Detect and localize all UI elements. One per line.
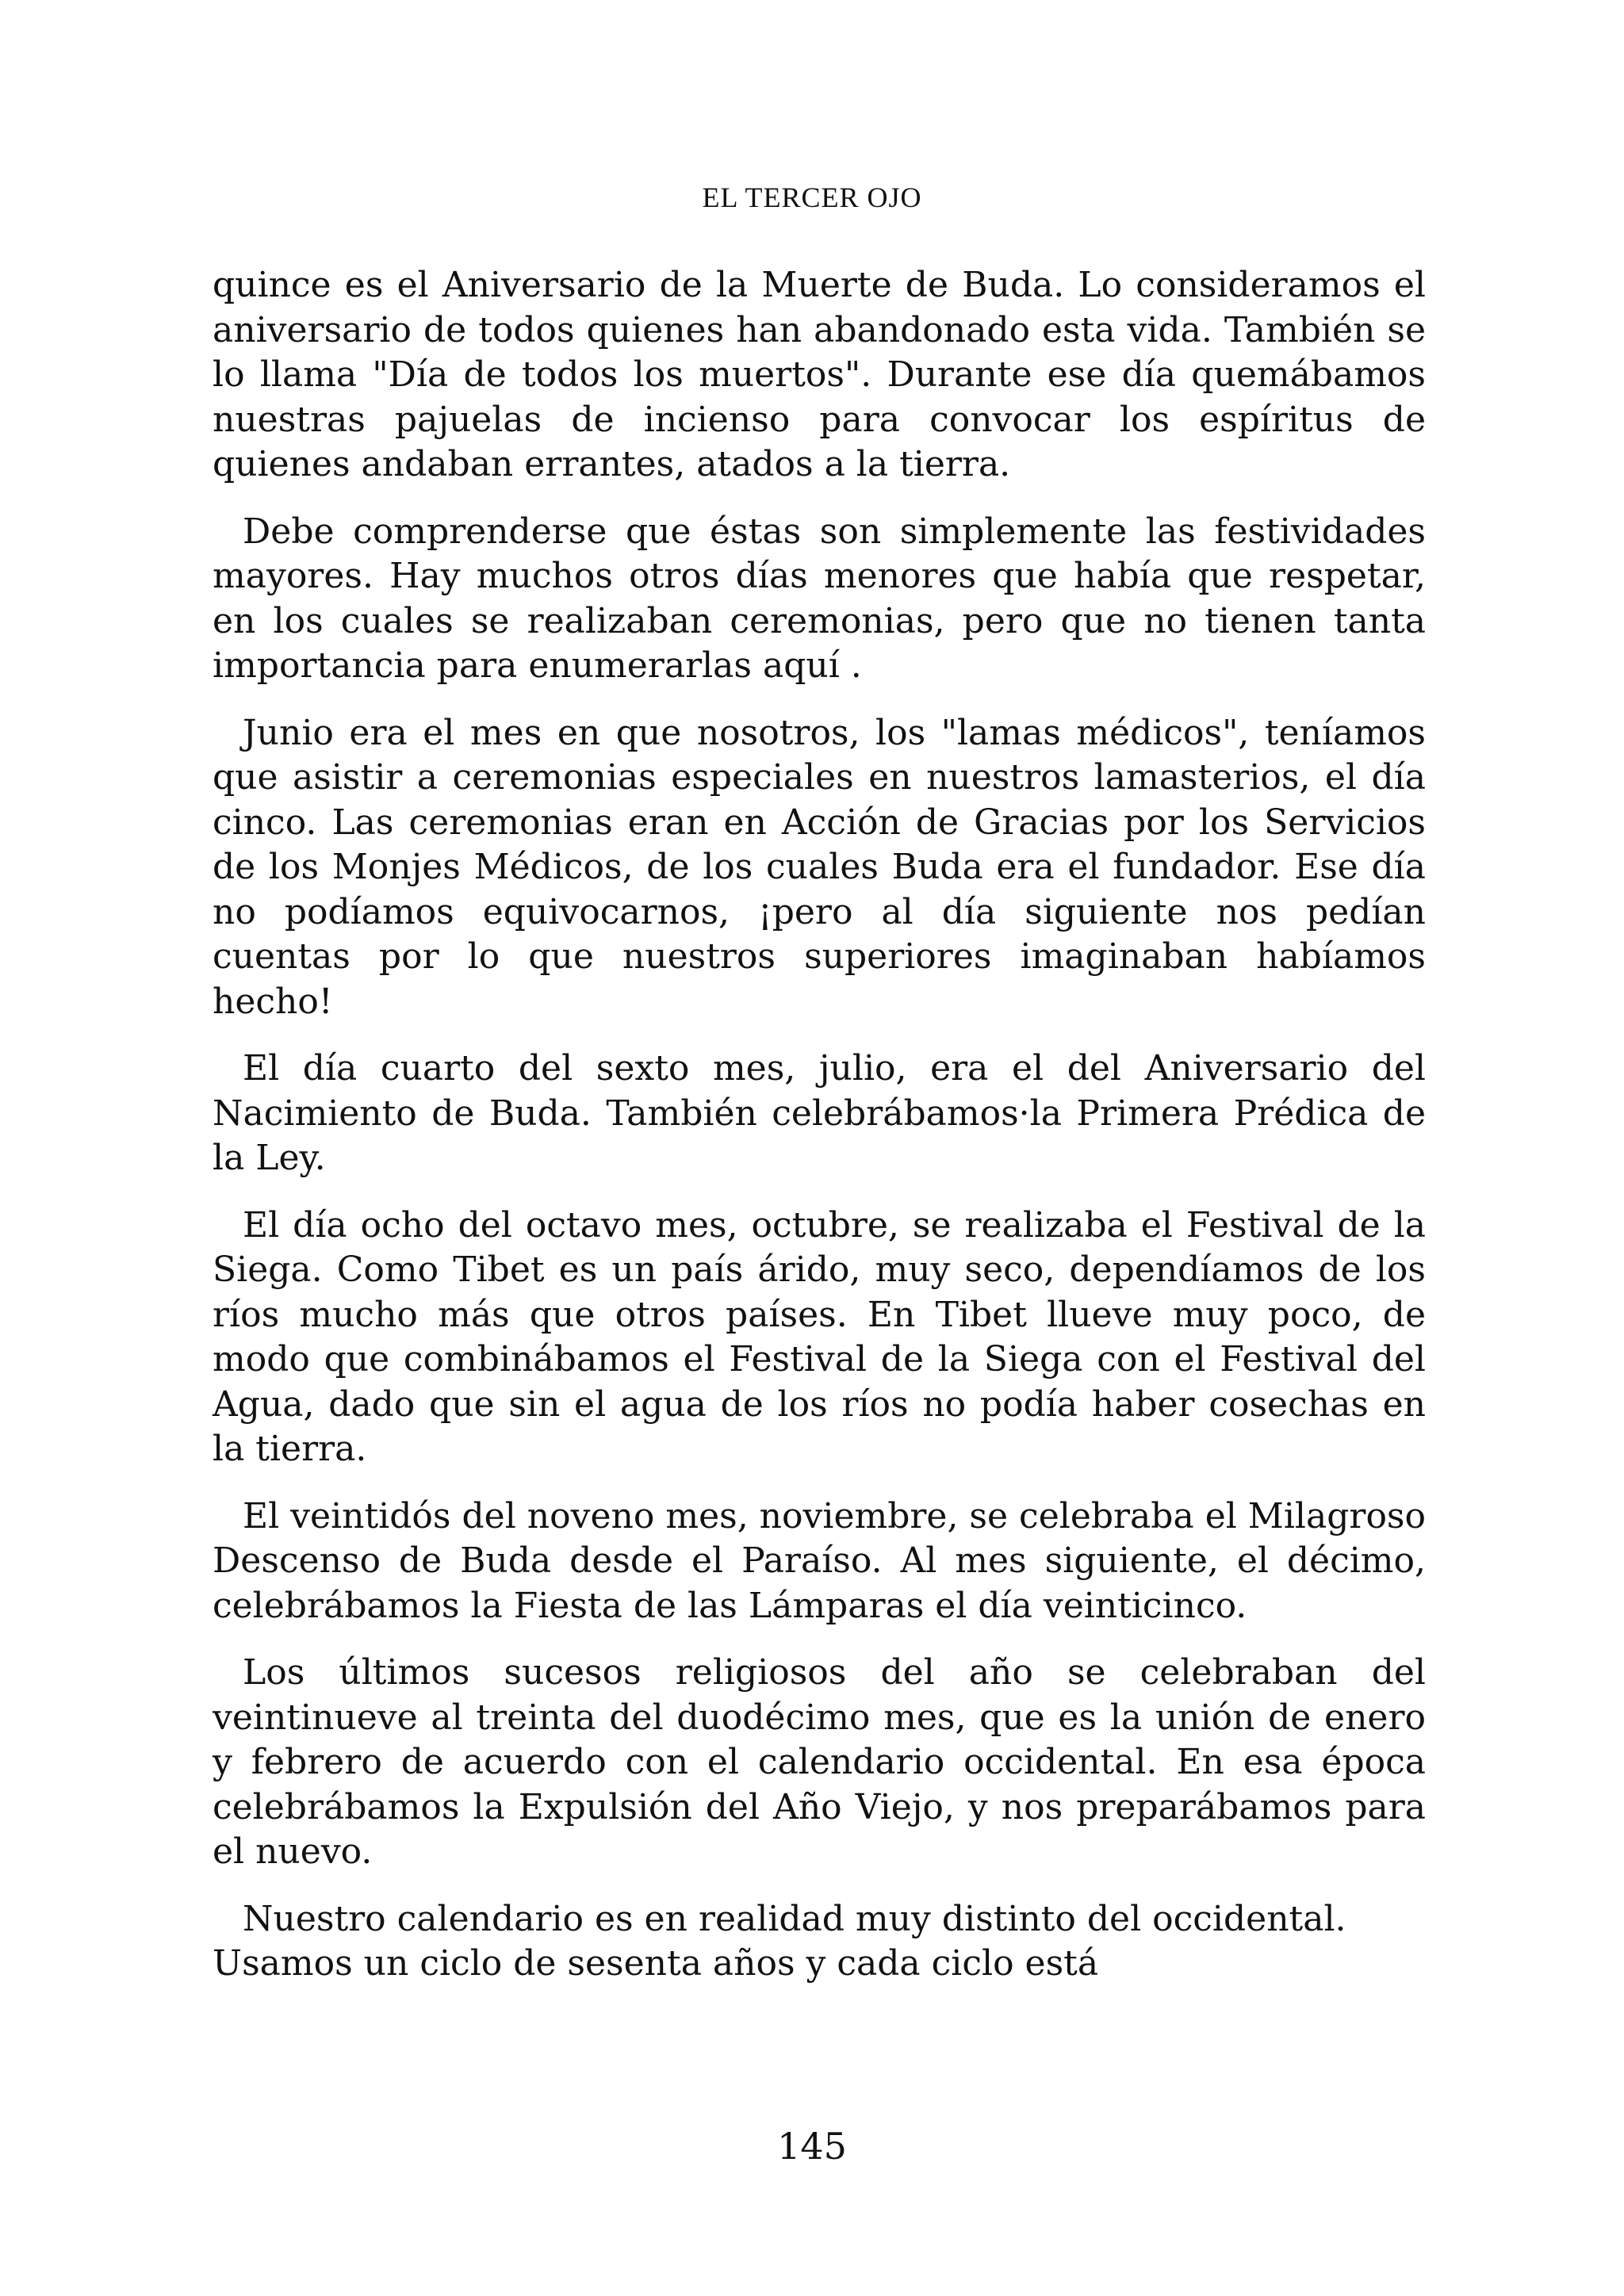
paragraph-5: El día ocho del octavo mes, octubre, se realizaba el Festival de la Siega. Como Tibet es un país árido, muy seco, dependíamos de los ríos mucho más que otros países. En Tibet llueve muy poco, de modo que combinábamos el Festival de la Siega con el Festival del Agua, dado que sin el agua de los ríos no podía haber cosechas en la tierra. <box>213 1204 1426 1469</box>
paragraph-8: Nuestro calendario es en realidad muy distinto del occidental. Usamos un ciclo de sesenta años y cada ciclo está <box>213 1898 1346 1984</box>
paragraph-4: El día cuarto del sexto mes, julio, era el del Aniversario del Nacimiento de Buda. También celebrábamos·la Primera Prédica de la Ley. <box>213 1048 1426 1178</box>
paragraph-2: Debe comprenderse que éstas son simplemente las festividades mayores. Hay muchos otros días menores que había que respetar, en los cuales se realizaban ceremonias, pero que no tienen tanta importancia para enumerarlas aquí . <box>213 511 1426 686</box>
paragraph-3: Junio era el mes en que nosotros, los "lamas médicos", teníamos que asistir a ceremonias especiales en nuestros lamasterios, el día cinco. Las ceremonias eran en Acción de Gracias por los Servicios de los Monjes Médicos, de los cuales Buda era el fundador. Ese día no podíamos equivocarnos, ¡pero al día siguiente nos pedían cuentas por lo que nuestros superiores imaginaban habíamos hecho! <box>213 712 1426 1022</box>
running-head-title: EL TERCER OJO <box>702 182 922 213</box>
body-text <box>213 263 1426 2009</box>
paragraph-6: El veintidós del noveno mes, noviembre, se celebraba el Milagroso Descenso de Buda desde el Paraíso. Al mes siguiente, el décimo, celebrábamos la Fiesta de las Lámparas el día veinticinco. <box>213 1495 1426 1626</box>
page-number: 145 <box>777 2125 847 2168</box>
paragraph-1: quince es el Aniversario de la Muerte de Buda. Lo consideramos el aniversario de todos quienes han abandonado esta vida. También se lo llama "Día de todos los muertos". Durante ese día quemábamos nuestras pajuelas de incienso para convocar los espíritus de quienes andaban errantes, atados a la tierra. <box>213 265 1426 484</box>
paragraph-7: Los últimos sucesos religiosos del año se celebraban del veintinueve al treinta del duodécimo mes, que es la unión de enero y febrero de acuerdo con el calendario occidental. En esa época celebrábamos la Expulsión del Año Viejo, y nos preparábamos para el nuevo. <box>213 1652 1426 1872</box>
